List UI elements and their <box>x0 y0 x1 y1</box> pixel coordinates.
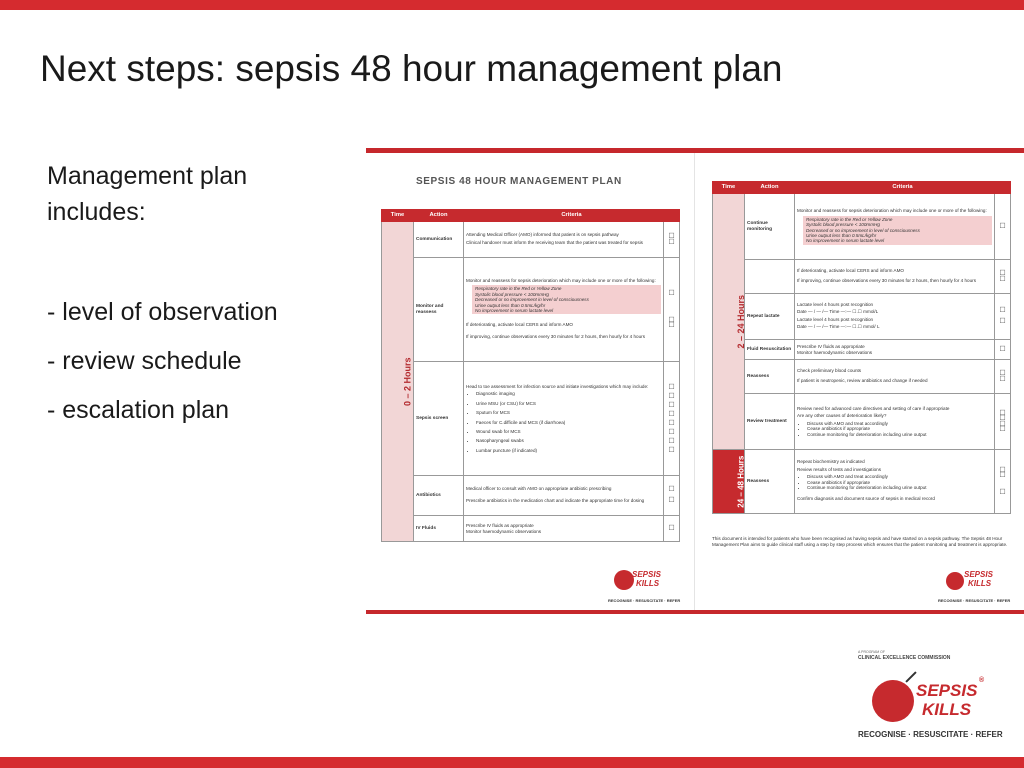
checkbox-icon: ☐ ☐ ☐ <box>995 450 1011 514</box>
plan-table-page2 <box>712 181 1011 514</box>
time-band-2-24: 2 – 24 Hours <box>713 194 745 450</box>
criteria-cell: If deteriorating, activate local CERS and inform AMO If improving, continue observations every 30 minutes for 2 hours, then hourly for 4 hours <box>795 260 995 294</box>
bomb-icon <box>872 680 914 722</box>
bullet-item: - review schedule <box>47 347 242 375</box>
action-iv-fluids: IV Fluids <box>414 516 464 542</box>
criteria-cell: Prescribe IV fluids as appropriate Monitor haemodynamic observations <box>464 516 664 542</box>
highlight-box: Respiratory rate in the Red or Yellow Zone Systolic blood pressure < 100mmHg Decreased or no improvement in level of consciousness Urine output less than 0.5mL/kg/hr No improvement in serum lactate level <box>472 285 661 314</box>
action-sepsis-screen: Sepsis screen <box>414 362 464 476</box>
checkbox-icon: ☐ ☐ <box>995 360 1011 394</box>
action-monitor: Monitor and reassess <box>414 258 464 362</box>
highlight-box: Respiratory rate in the Red or Yellow Zone Systolic blood pressure < 100mmHg Decreased or no improvement in level of consciousness Urine output less than 0.5mL/kg/hr No improvement in serum lactate level <box>803 216 992 245</box>
header-action: Action <box>414 210 464 222</box>
header-action: Action <box>745 182 795 194</box>
document-title: SEPSIS 48 HOUR MANAGEMENT PLAN <box>416 176 622 187</box>
header-criteria: Criteria <box>464 210 680 222</box>
criteria-cell: Review need for advanced care directives and setting of care if appropriate Are any other causes of deterioration likely? • Discuss with AMO and treat accordingly • Cease antibiotics if appropriate • Continue monitoring for deterioration including urine output <box>795 394 995 450</box>
bullet-list <box>47 298 278 445</box>
criteria-cell: Lactate level 4 hours post recognition Date — / — /— Time —:— ☐.☐ mmol/L Lactate level 4 hours post recognition Date — / — /— Time —:— ☐.☐ mmol/ L <box>795 294 995 340</box>
sepsis-kills-logo: A PROGRAM OF CLINICAL EXCELLENCE COMMISSION SEPSIS ® KILLS RECOGNISE · RESUSCITATE · REFER <box>858 650 1003 739</box>
fuse-icon <box>905 671 916 682</box>
checkbox-icon: ☐ <box>664 516 680 542</box>
bomb-icon <box>614 570 634 590</box>
intro-text: Management plan includes: <box>47 162 248 226</box>
page-divider <box>694 153 695 610</box>
document-note: This document is intended for patients who have been recognised as having sepsis and have started on a sepsis pathway. The Sepsis 48 Hour Management Plan aims to guide clinical staff using a step by step process which ensures that the patient monitoring and treatment is appropriate. <box>712 536 1008 547</box>
checkbox-icon: ☐ ☐ <box>995 260 1011 294</box>
action-review-treatment: Review treatment <box>745 394 795 450</box>
action-repeat-lactate: Repeat lactate <box>745 294 795 340</box>
bomb-icon <box>946 572 964 590</box>
checkbox-icon: ☐ ☐ <box>664 476 680 516</box>
criteria-cell: Check preliminary blood counts If patient is neutropenic, review antibiotics and change if needed <box>795 360 995 394</box>
top-accent-bar <box>0 0 1024 10</box>
bullet-item: - escalation plan <box>47 396 230 424</box>
management-plan-document <box>366 148 1024 614</box>
criteria-cell: Medical officer to consult with AMO on appropriate antibiotic prescribing Prescribe antibiotics in the medication chart and indicate the appropriate time for dosing <box>464 476 664 516</box>
time-band-0-2: 0 – 2 Hours <box>382 222 414 542</box>
bullet-item: - level of observation <box>47 298 278 326</box>
criteria-cell: Monitor and reassess for sepsis deterioration which may include one or more of the following: Respiratory rate in the Red or Yellow Zone Systolic blood pressure < 100mmHg Decreased or no improvement in level of consciousness Urine output less than 0.5mL/kg/hr No improvement in serum lactate level If deteriorating, activate local CERS and inform AMO If improving, continue observations every 30 minutes for 2 hours, then hourly for 4 hours <box>464 258 664 362</box>
criteria-cell: Monitor and reassess for sepsis deterioration which may include one or more of the following: Respiratory rate in the Red or Yellow Zone Systolic blood pressure < 100mmHg Decreased or no improvement in level of consciousness Urine output less than 0.5mL/kg/hr No improvement in serum lactate level <box>795 194 995 260</box>
bottom-accent-bar <box>0 757 1024 768</box>
criteria-cell: Attending Medical Officer (AMO) informed that patient is on sepsis pathway Clinical handover must inform the receiving team that the patient was treated for sepsis <box>464 222 664 258</box>
criteria-cell: Prescribe IV fluids as appropriate Monitor haemodynamic observations <box>795 340 995 360</box>
time-band-24-48: 24 – 48 Hours <box>713 450 745 514</box>
action-antibiotics: Antibiotics <box>414 476 464 516</box>
checkbox-icon: ☐ ☐ ☐ ☐ <box>995 394 1011 450</box>
checkbox-icon: ☐ ☐ <box>664 222 680 258</box>
criteria-cell: Repeat biochemistry as indicated Review results of tests and investigations • Discuss with AMO and treat accordingly • Cease antibiotics if appropriate • Continue monitoring for deterioration including urine output Confirm diagnosis and document source of sepsis in medical record <box>795 450 995 514</box>
checkbox-icon: ☐ ☐ ☐ ☐ ☐ ☐ ☐ ☐ <box>664 362 680 476</box>
criteria-cell: Head to toe assessment for infection source and initiate investigations which may include: • Diagnostic imaging • Urine MSU (or CSU) for MCS • Sputum for MCS • Faeces for C.difficile and MCS (if diarrhoea) • Wound swab for MCS • Nasopharyngeal swabs • Lumbar puncture (if indicated) <box>464 362 664 476</box>
slide-title: Next steps: sepsis 48 hour management plan <box>40 48 783 89</box>
action-fluid-resuscitation: Fluid Resuscitation <box>745 340 795 360</box>
checkbox-icon: ☐ ☐ <box>995 294 1011 340</box>
sepsis-kills-logo-small: SEPSIS KILLS RECOGNISE · RESUSCITATE · REFER <box>938 570 1011 603</box>
action-reassess: Reassess <box>745 360 795 394</box>
action-reassess-2: Reassess <box>745 450 795 514</box>
action-continue-monitoring: Continue monitoring <box>745 194 795 260</box>
plan-table-page1 <box>381 209 680 542</box>
header-criteria: Criteria <box>795 182 1011 194</box>
header-time: Time <box>382 210 414 222</box>
sepsis-kills-logo-small: SEPSIS KILLS RECOGNISE · RESUSCITATE · REFER <box>608 570 681 603</box>
action-communication: Communication <box>414 222 464 258</box>
checkbox-icon: ☐ ☐ ☐ <box>664 258 680 362</box>
header-time: Time <box>713 182 745 194</box>
checkbox-icon: ☐ <box>995 340 1011 360</box>
action-continue-monitoring-2 <box>745 260 795 294</box>
checkbox-icon: ☐ <box>995 194 1011 260</box>
